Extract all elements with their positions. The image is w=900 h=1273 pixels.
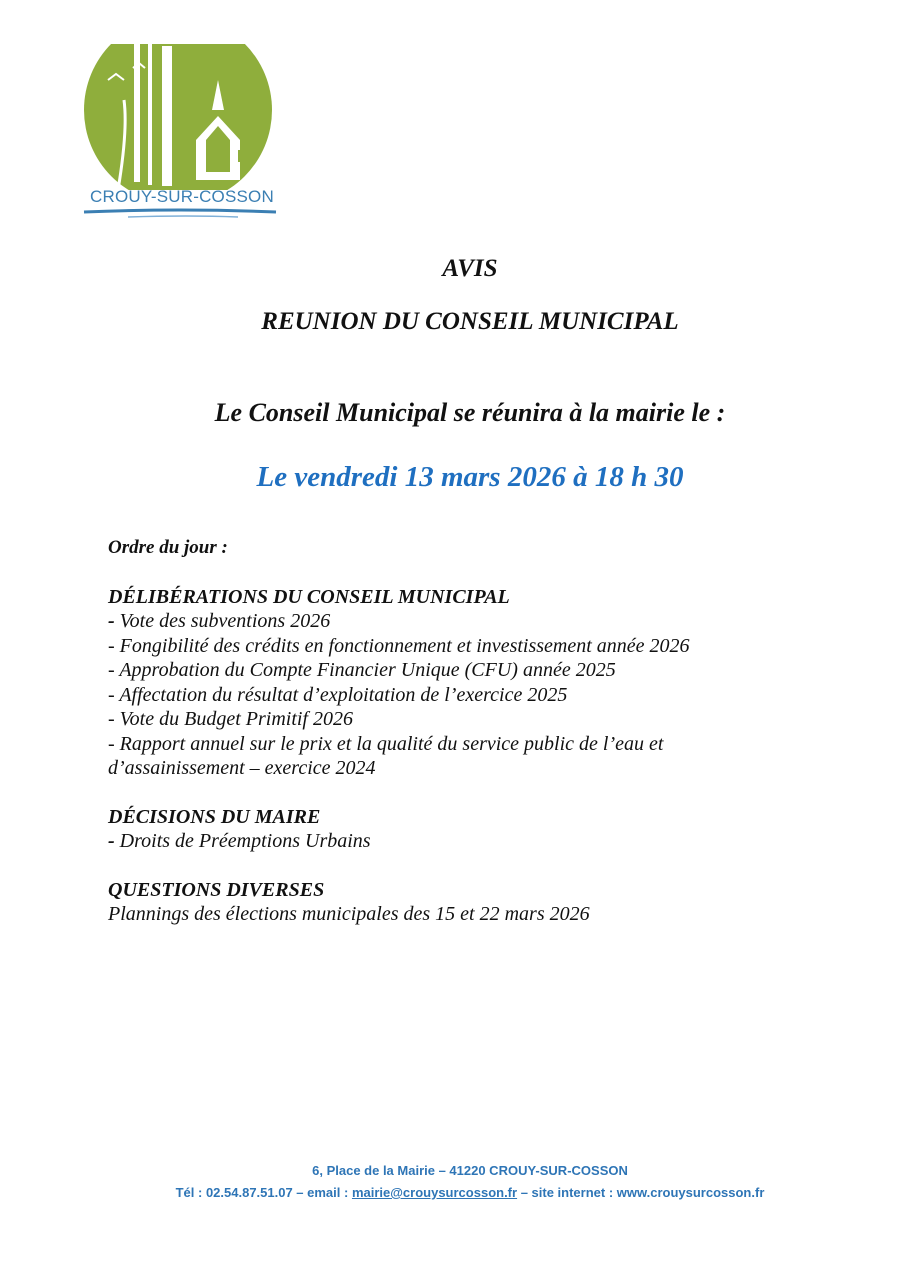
announcement: Le Conseil Municipal se réunira à la mairie le :	[214, 398, 726, 427]
agenda-heading: Ordre du jour :	[108, 537, 228, 558]
footer-contact: Tél : 02.54.87.51.07 – email : mairie@crouysurcosson.fr – site internet : www.crouysurcosson.fr	[175, 1185, 765, 1200]
list-item: - Rapport annuel sur le prix et la qualité du service public de l’eau et	[108, 732, 664, 755]
footer-address: 6, Place de la Mairie – 41220 CROUY-SUR-COSSON	[312, 1163, 628, 1178]
email-link[interactable]: mairie@crouysurcosson.fr	[351, 1185, 518, 1200]
logo-emblem	[78, 40, 282, 190]
list-item: - Affectation du résultat d’exploitation de l’exercice 2025	[108, 683, 568, 706]
list-item: - Vote des subventions 2026	[108, 610, 331, 632]
list-item: - Droits de Préemptions Urbains	[108, 830, 371, 852]
list-item: d’assainissement – exercice 2024	[108, 757, 376, 779]
list-item: - Fongibilité des crédits en fonctionnement et investissement année 2026	[108, 634, 690, 657]
title-reunion: REUNION DU CONSEIL MUNICIPAL	[261, 308, 679, 335]
logo-underline	[78, 206, 282, 226]
list-item: Plannings des élections municipales des 15 et 22 mars 2026	[108, 903, 590, 925]
questions-title: QUESTIONS DIVERSES	[108, 878, 325, 901]
logo-text: CROUY-SUR-COSSON	[90, 187, 274, 206]
agenda	[108, 536, 808, 927]
title-avis: AVIS	[442, 255, 498, 282]
meeting-date: Le vendredi 13 mars 2026 à 18 h 30	[256, 461, 684, 493]
list-item: - Vote du Budget Primitif 2026	[108, 708, 353, 730]
logo	[78, 40, 282, 220]
decisions-title: DÉCISIONS DU MAIRE	[108, 805, 321, 828]
list-item: - Approbation du Compte Financier Unique (CFU) année 2025	[108, 659, 616, 681]
deliberations-title: DÉLIBÉRATIONS DU CONSEIL MUNICIPAL	[108, 585, 510, 608]
